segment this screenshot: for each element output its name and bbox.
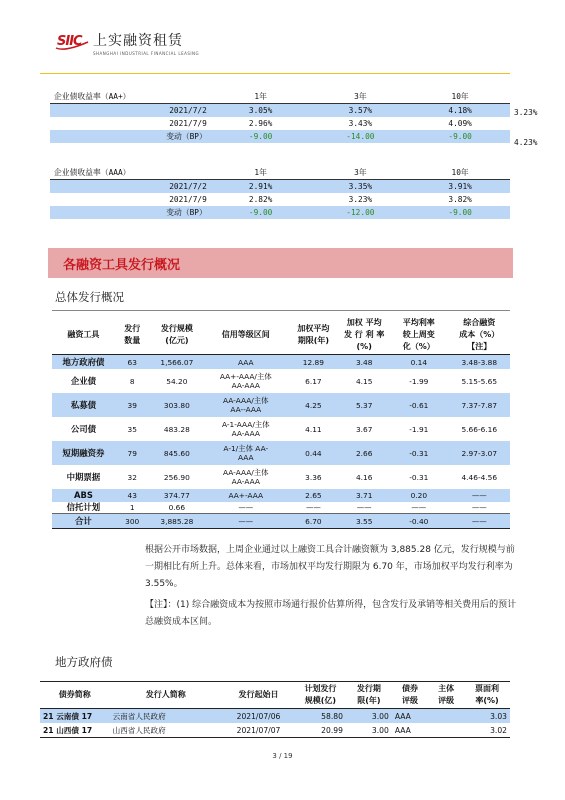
table-header: 计划发行 规模(亿): [295, 682, 346, 709]
table-cell: 845.60: [150, 441, 205, 465]
table-cell: 58.80: [295, 709, 346, 724]
table-cell: 3.71: [339, 489, 389, 502]
table-cell: 3.48: [339, 355, 389, 370]
table-cell: ——: [238, 503, 254, 512]
table-cell: 6.17: [305, 376, 322, 386]
table-cell: A-1/主体 AA- AAA: [204, 441, 287, 465]
table-cell: 公司债: [70, 423, 96, 434]
table-cell: 5.66-6.16: [461, 424, 498, 434]
table-cell: 0.66: [168, 503, 186, 512]
table-row: [52, 417, 510, 441]
section-title: 各融资工具发行概况: [63, 258, 181, 273]
table-cell: 2.66: [339, 441, 389, 465]
page-header: [0, 0, 565, 80]
table-header: 债券简称: [40, 682, 110, 709]
table-cell: ABS: [52, 489, 115, 502]
table-row: 变动（BP） -9.00 -14.00 -9.00: [50, 130, 510, 143]
table-row: [52, 441, 510, 465]
table-row: 2021/7/9 2.96% 3.43% 4.09%: [50, 117, 510, 130]
table-cell: 5.37: [339, 393, 389, 417]
table-cell: -0.31: [409, 472, 429, 482]
header-divider: [40, 73, 510, 74]
overview-title: 总体发行概况: [55, 290, 124, 304]
table-cell: 2021/07/06: [222, 709, 295, 724]
table-cell: AAA: [392, 709, 428, 724]
table-cell: AAA: [392, 723, 428, 738]
table-header: 主体 评级: [428, 682, 464, 709]
table-cell: 54.20: [166, 376, 188, 386]
table-cell: 3.00: [346, 709, 392, 724]
table-header: 1年: [211, 90, 311, 104]
table-cell: -0.61: [389, 393, 449, 417]
table-cell: ——: [449, 489, 510, 502]
table-header: 发行规模 (亿元): [150, 316, 205, 355]
table-cell: 303.80: [150, 393, 205, 417]
table-header: 加权平均 期限(年): [287, 316, 339, 355]
table-header: 10年: [410, 90, 510, 104]
side-value: 3.23%: [514, 108, 538, 117]
table-cell: ——: [305, 503, 321, 512]
table-cell: 0.20: [389, 489, 449, 502]
table-cell: 4.46-4.56: [461, 472, 498, 482]
table-header: 融资工具: [52, 316, 115, 355]
table-cell: ——: [471, 503, 487, 512]
table-header: 信用等级区间: [204, 316, 287, 355]
table-cell: 6.70: [287, 514, 339, 529]
table-cell: 0.14: [389, 355, 449, 370]
siic-logo-icon: SIIC: [55, 32, 89, 54]
table-cell: 43: [115, 489, 150, 502]
table-cell: ——: [356, 503, 372, 512]
table-cell: 483.28: [163, 424, 190, 434]
table-header: 发行 数量: [115, 316, 150, 355]
table-header: 发行期 限(年): [346, 682, 392, 709]
summary-paragraph: 根据公开市场数据，上周企业通过以上融资工具合计融资额为 3,885.28 亿元，发行规模与前一期相比有所上升。总体来看，市场加权平均发行期限为 6.70 年，市场加权平均发行利率为 3.55%。: [145, 545, 515, 589]
table-header: 3年: [311, 90, 411, 104]
table-header: 企业债收益率（AAA）: [50, 166, 211, 180]
table-cell: 4.15: [355, 376, 373, 386]
table-cell: 3.00: [346, 723, 392, 738]
table-cell: 39: [115, 393, 150, 417]
table-cell: [428, 723, 464, 738]
table-cell: 1: [129, 503, 135, 512]
yield-table-aaa: [50, 166, 510, 219]
table-row: [40, 709, 510, 724]
table-cell: 32: [127, 472, 137, 482]
table-cell: 7.37-7.87: [449, 393, 510, 417]
table-row: [52, 355, 510, 370]
table-cell: ——: [411, 503, 427, 512]
table-cell: 63: [115, 355, 150, 370]
table-cell: AA+-AAA/主体 AA-AAA: [219, 372, 272, 390]
table-cell: -0.40: [389, 514, 449, 529]
table-row: [52, 514, 510, 529]
table-row: 变动（BP） -9.00 -12.00 -9.00: [50, 206, 510, 219]
table-header: 1年: [211, 166, 311, 180]
table-cell: ——: [204, 514, 287, 529]
table-cell: 79: [115, 441, 150, 465]
table-row: 2021/7/2 3.05% 3.57% 4.18%: [50, 104, 510, 118]
table-cell: AAA: [204, 355, 287, 370]
table-cell: 12.89: [287, 355, 339, 370]
table-cell: 3.36: [305, 472, 322, 482]
company-name-cn: 上实融资租赁: [93, 33, 183, 49]
table-cell: 2.65: [287, 489, 339, 502]
table-cell: 300: [115, 514, 150, 529]
table-header: 综合融资 成本（%） 【注】: [449, 316, 510, 355]
table-cell: ——: [449, 514, 510, 529]
side-value: 4.23%: [514, 138, 538, 147]
table-cell: 私募债: [52, 393, 115, 417]
table-cell: 2.97-3.07: [449, 441, 510, 465]
table-cell: AA-AAA/主体 AA--AAA: [204, 393, 287, 417]
table-header: 10年: [410, 166, 510, 180]
local-gov-bond-table: [40, 681, 510, 738]
section-title-banner: [48, 248, 513, 278]
table-cell: 1,566.07: [150, 355, 205, 370]
table-cell: A-1-AAA/主体 AA-AAA: [221, 420, 270, 438]
table-cell: 21 云南债 17: [40, 709, 110, 724]
table-cell: -1.91: [409, 424, 429, 434]
table-cell: 4.11: [305, 424, 322, 434]
table-cell: 短期融资券: [52, 441, 115, 465]
table-cell: -1.99: [409, 376, 429, 386]
table-header: 票面利 率(%): [464, 682, 510, 709]
table-cell: 3.48-3.88: [449, 355, 510, 370]
table-row: [52, 393, 510, 417]
table-cell: 4.16: [355, 472, 373, 482]
table-header: 企业债收益率（AA+）: [50, 90, 211, 104]
table-row: [52, 465, 510, 489]
table-cell: 35: [127, 424, 137, 434]
table-cell: 3,885.28: [150, 514, 205, 529]
table-row: [40, 723, 510, 738]
company-name-en: SHANGHAI INDUSTRIAL FINANCIAL LEASING: [93, 51, 200, 56]
table-header: 发行人简称: [110, 682, 222, 709]
table-row: 2021/7/9 2.82% 3.23% 3.82%: [50, 193, 510, 206]
table-cell: 374.77: [150, 489, 205, 502]
table-header: 发行起始日: [222, 682, 295, 709]
table-cell: [428, 709, 464, 724]
table-cell: 256.90: [163, 472, 190, 482]
yield-table-aa-plus: [50, 90, 510, 143]
table-cell: -0.31: [389, 441, 449, 465]
table-cell: AA+-AAA: [204, 489, 287, 502]
table-cell: 3.03: [464, 709, 510, 724]
table-cell: 5.15-5.65: [461, 376, 498, 386]
table-cell: 3.55: [339, 514, 389, 529]
table-header: 3年: [311, 166, 411, 180]
table-cell: 中期票据: [66, 471, 101, 482]
table-row: [52, 502, 510, 514]
table-header: 平均利率 较上周变 化（%）: [389, 316, 449, 355]
note-paragraph: 【注】：(1) 综合融资成本为按照市场通行报价估算所得，包含发行及承销等相关费用后的预计总融资成本区间。: [145, 600, 517, 627]
company-logo: [55, 30, 199, 56]
table-cell: 山西省人民政府: [110, 723, 222, 738]
table-header: 债券 评级: [392, 682, 428, 709]
table-row: [52, 369, 510, 393]
issuance-overview-table: [52, 316, 510, 529]
table-row: [52, 489, 510, 502]
page-number: 3 / 19: [272, 752, 293, 760]
table-cell: 合计: [52, 514, 115, 529]
table-cell: 8: [129, 376, 135, 386]
table-row: 2021/7/2 2.91% 3.35% 3.91%: [50, 180, 510, 194]
table-header: 加权 平均 发 行 利 率 (%): [339, 316, 389, 355]
table-cell: 20.99: [295, 723, 346, 738]
title-underline: [52, 310, 510, 311]
local-gov-title: 地方政府债: [55, 655, 113, 669]
table-cell: 信托计划: [66, 502, 101, 512]
table-cell: 4.25: [287, 393, 339, 417]
table-cell: 21 山西债 17: [40, 723, 110, 738]
table-cell: 企业债: [70, 375, 96, 386]
table-cell: 地方政府债: [52, 355, 115, 370]
table-cell: 0.44: [287, 441, 339, 465]
table-cell: 2021/07/07: [222, 723, 295, 738]
table-cell: 3.67: [355, 424, 373, 434]
table-cell: 云南省人民政府: [110, 709, 222, 724]
table-cell: AA-AAA/主体 AA-AAA: [223, 468, 269, 486]
table-cell: 3.02: [464, 723, 510, 738]
